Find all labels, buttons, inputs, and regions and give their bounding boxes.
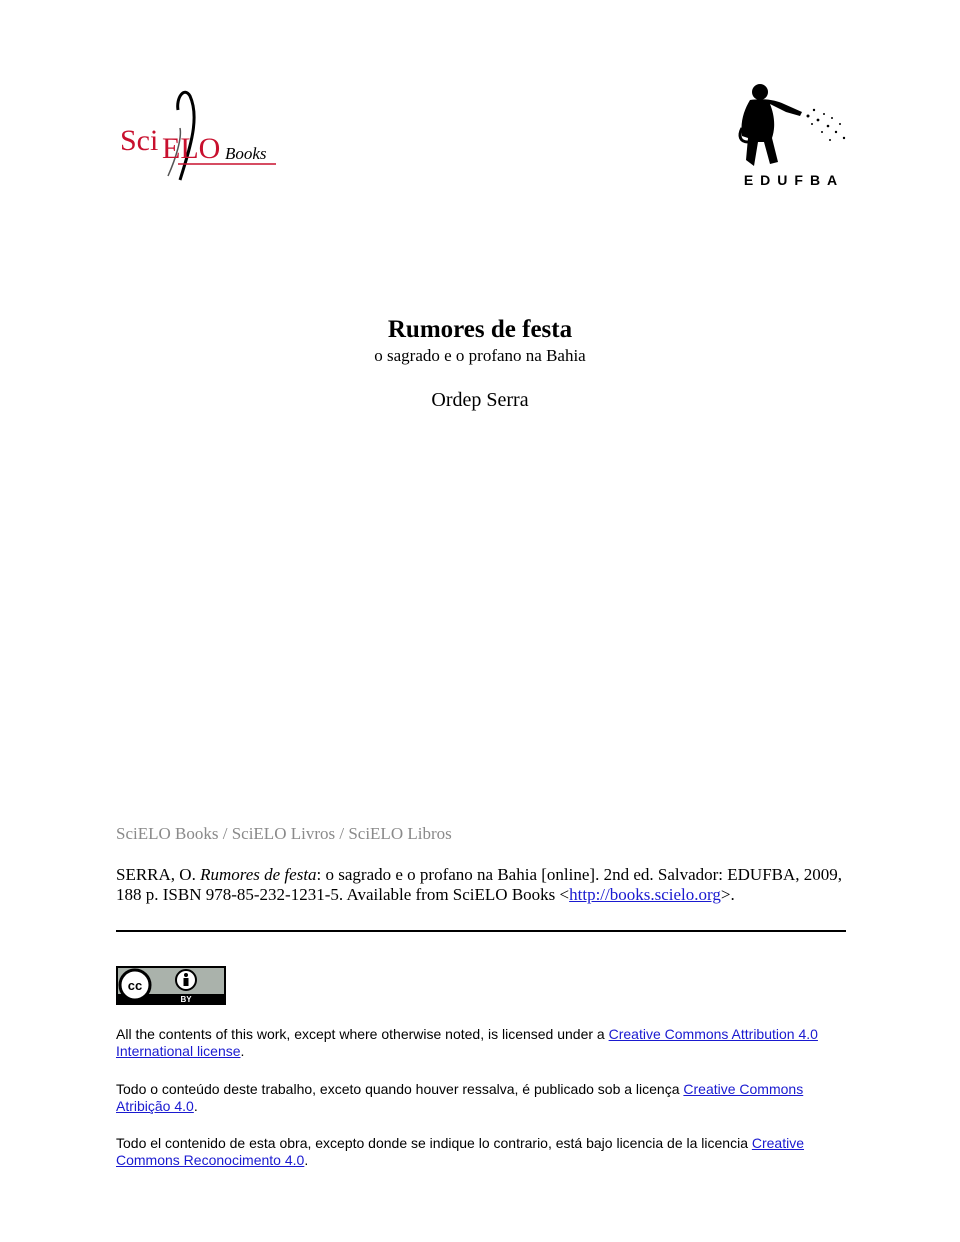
cc-by-label: BY xyxy=(180,995,192,1004)
svg-text:cc: cc xyxy=(127,978,143,993)
logo-books-text: Books xyxy=(225,144,267,163)
citation-prefix: SERRA, O. xyxy=(116,865,201,884)
license-portuguese xyxy=(116,1081,856,1115)
license-english xyxy=(116,1026,856,1060)
book-author: Ordep Serra xyxy=(431,389,529,411)
cc-by-license-icon[interactable] xyxy=(116,966,226,1005)
license-english-end: . xyxy=(240,1043,245,1059)
license-portuguese-text: Todo o conteúdo deste trabalho, exceto quando houver ressalva, é publicado sob a licença xyxy=(116,1081,684,1097)
license-english-text: All the contents of this work, except where otherwise noted, is licensed under a xyxy=(116,1026,609,1042)
license-spanish-link[interactable]: Creative Commons Reconocimento 4.0 xyxy=(116,1135,805,1168)
title-block xyxy=(0,314,960,412)
logo-elo-text: ELO xyxy=(162,132,221,165)
license-portuguese-link[interactable]: Creative Commons Atribição 4.0 xyxy=(116,1081,804,1114)
horizontal-rule xyxy=(116,930,846,932)
collection-line: SciELO Books / SciELO Livros / SciELO Libros xyxy=(116,824,452,843)
license-spanish xyxy=(116,1135,856,1169)
edufba-logo xyxy=(728,80,853,192)
license-portuguese-end: . xyxy=(193,1098,198,1114)
sower-figure-icon xyxy=(728,80,853,170)
license-spanish-text: Todo el contenido de esta obra, excepto donde se indique lo contrario, está bajo licencia de la licencia xyxy=(116,1135,752,1151)
license-spanish-end: . xyxy=(304,1152,309,1168)
citation-title: Rumores de festa xyxy=(200,865,317,884)
citation xyxy=(116,865,846,905)
citation-suffix: >. xyxy=(720,885,735,904)
book-subtitle: o sagrado e o profano na Bahia xyxy=(374,346,586,365)
book-title: Rumores de festa xyxy=(387,316,573,343)
logo-sci-text: Sci xyxy=(120,124,159,157)
scielo-books-link[interactable]: http://books.scielo.org xyxy=(569,885,721,904)
edufba-label: EDUFBA xyxy=(743,172,845,188)
citation-middle: : o sagrado e o profano na Bahia [online]. 2nd ed. Salvador: EDUFBA, 2009, 188 p. ISBN 978-85-232-1231-5. Available from SciELO Books < xyxy=(116,865,843,904)
license-english-link[interactable]: Creative Commons Attribution 4.0 International license xyxy=(116,1026,818,1059)
scielo-books-logo xyxy=(118,88,283,183)
